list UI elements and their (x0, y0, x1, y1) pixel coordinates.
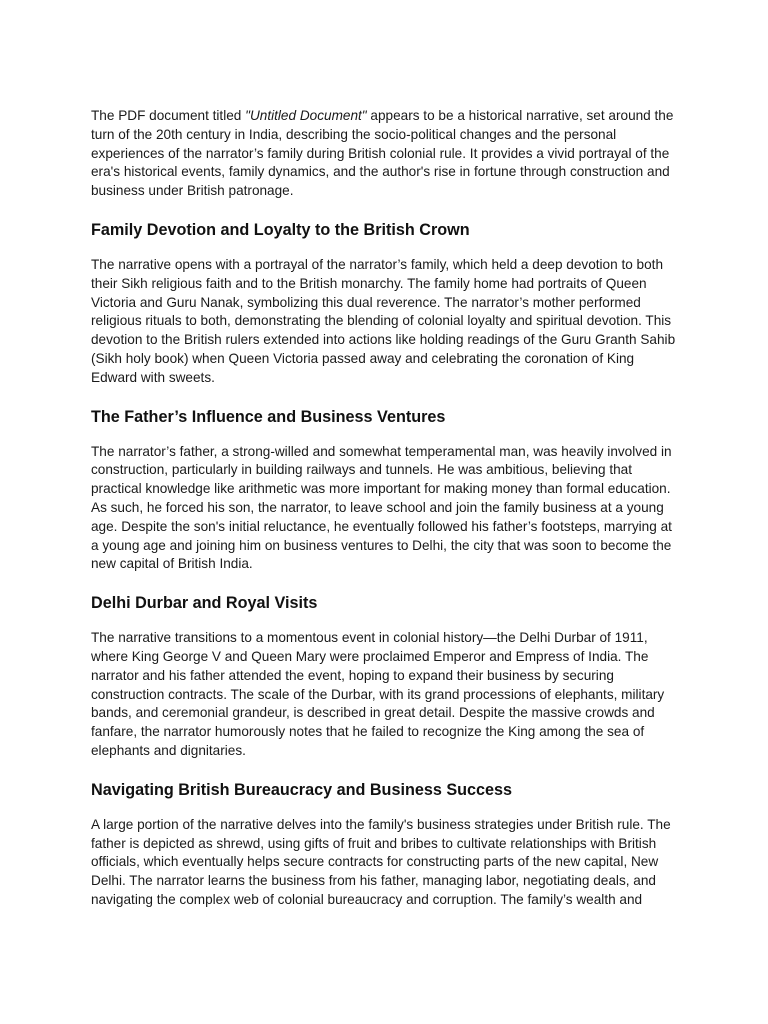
section-heading-family-devotion: Family Devotion and Loyalty to the British Crown (91, 220, 470, 239)
section-heading-british-bureaucracy: Navigating British Bureaucracy and Business Success (91, 780, 513, 799)
section-heading-delhi-durbar: Delhi Durbar and Royal Visits (91, 594, 318, 613)
section-heading-father-influence: The Father’s Influence and Business Ventures (91, 407, 446, 426)
document-title: "Untitled Document" (245, 108, 367, 123)
intro-paragraph (91, 107, 681, 201)
intro-text-after: appears to be a historical narrative, set around the turn of the 20th century in India, describing the socio-political changes and the personal experiences of the narrator’s family during British colonial rule. It provides a vivid portrayal of the era's historical events, family dynamics, and the author's rise in fortune through construction and business under British patronage. (91, 108, 674, 199)
document-page (91, 107, 681, 929)
section-body-father-influence: The narrator’s father, a strong-willed and somewhat temperamental man, was heavily involved in construction, particularly in building railways and tunnels. He was ambitious, believing that practical knowledge like arithmetic was more important for making money than formal education. As such, he forced his son, the narrator, to leave school and join the family business at a young age. Despite the son's initial reluctance, he eventually followed his father’s footsteps, marrying at a young age and joining him on business ventures to Delhi, the city that was soon to become the new capital of British India. (91, 443, 672, 572)
intro-text-before: The PDF document titled (91, 108, 246, 123)
section-body-british-bureaucracy: A large portion of the narrative delves into the family's business strategies under British rule. The father is depicted as shrewd, using gifts of fruit and bribes to cultivate relationships with British officials, which eventually helps secure contracts for constructing parts of the new capital, New Delhi. The narrator learns the business from his father, managing labor, negotiating deals, and navigating the complex web of colonial bureaucracy and corruption. The family’s wealth and (91, 816, 671, 907)
section-body-delhi-durbar: The narrative transitions to a momentous event in colonial history—the Delhi Durbar of 1911, where King George V and Queen Mary were proclaimed Emperor and Empress of India. The narrator and his father attended the event, hoping to expand their business by securing construction contracts. The scale of the Durbar, with its grand processions of elephants, military bands, and ceremonial grandeur, is described in great detail. Despite the massive crowds and fanfare, the narrator humorously notes that he failed to recognize the King among the sea of elephants and dignitaries. (91, 630, 665, 758)
section-body-family-devotion: The narrative opens with a portrayal of the narrator’s family, which held a deep devotion to both their Sikh religious faith and to the British monarchy. The family home had portraits of Queen Victoria and Guru Nanak, symbolizing this dual reverence. The narrator’s mother performed religious rituals to both, demonstrating the blending of colonial loyalty and spiritual devotion. This devotion to the British rulers extended into actions like holding readings of the Guru Granth Sahib (Sikh holy book) when Queen Victoria passed away and celebrating the coronation of King Edward with sweets. (91, 256, 676, 385)
